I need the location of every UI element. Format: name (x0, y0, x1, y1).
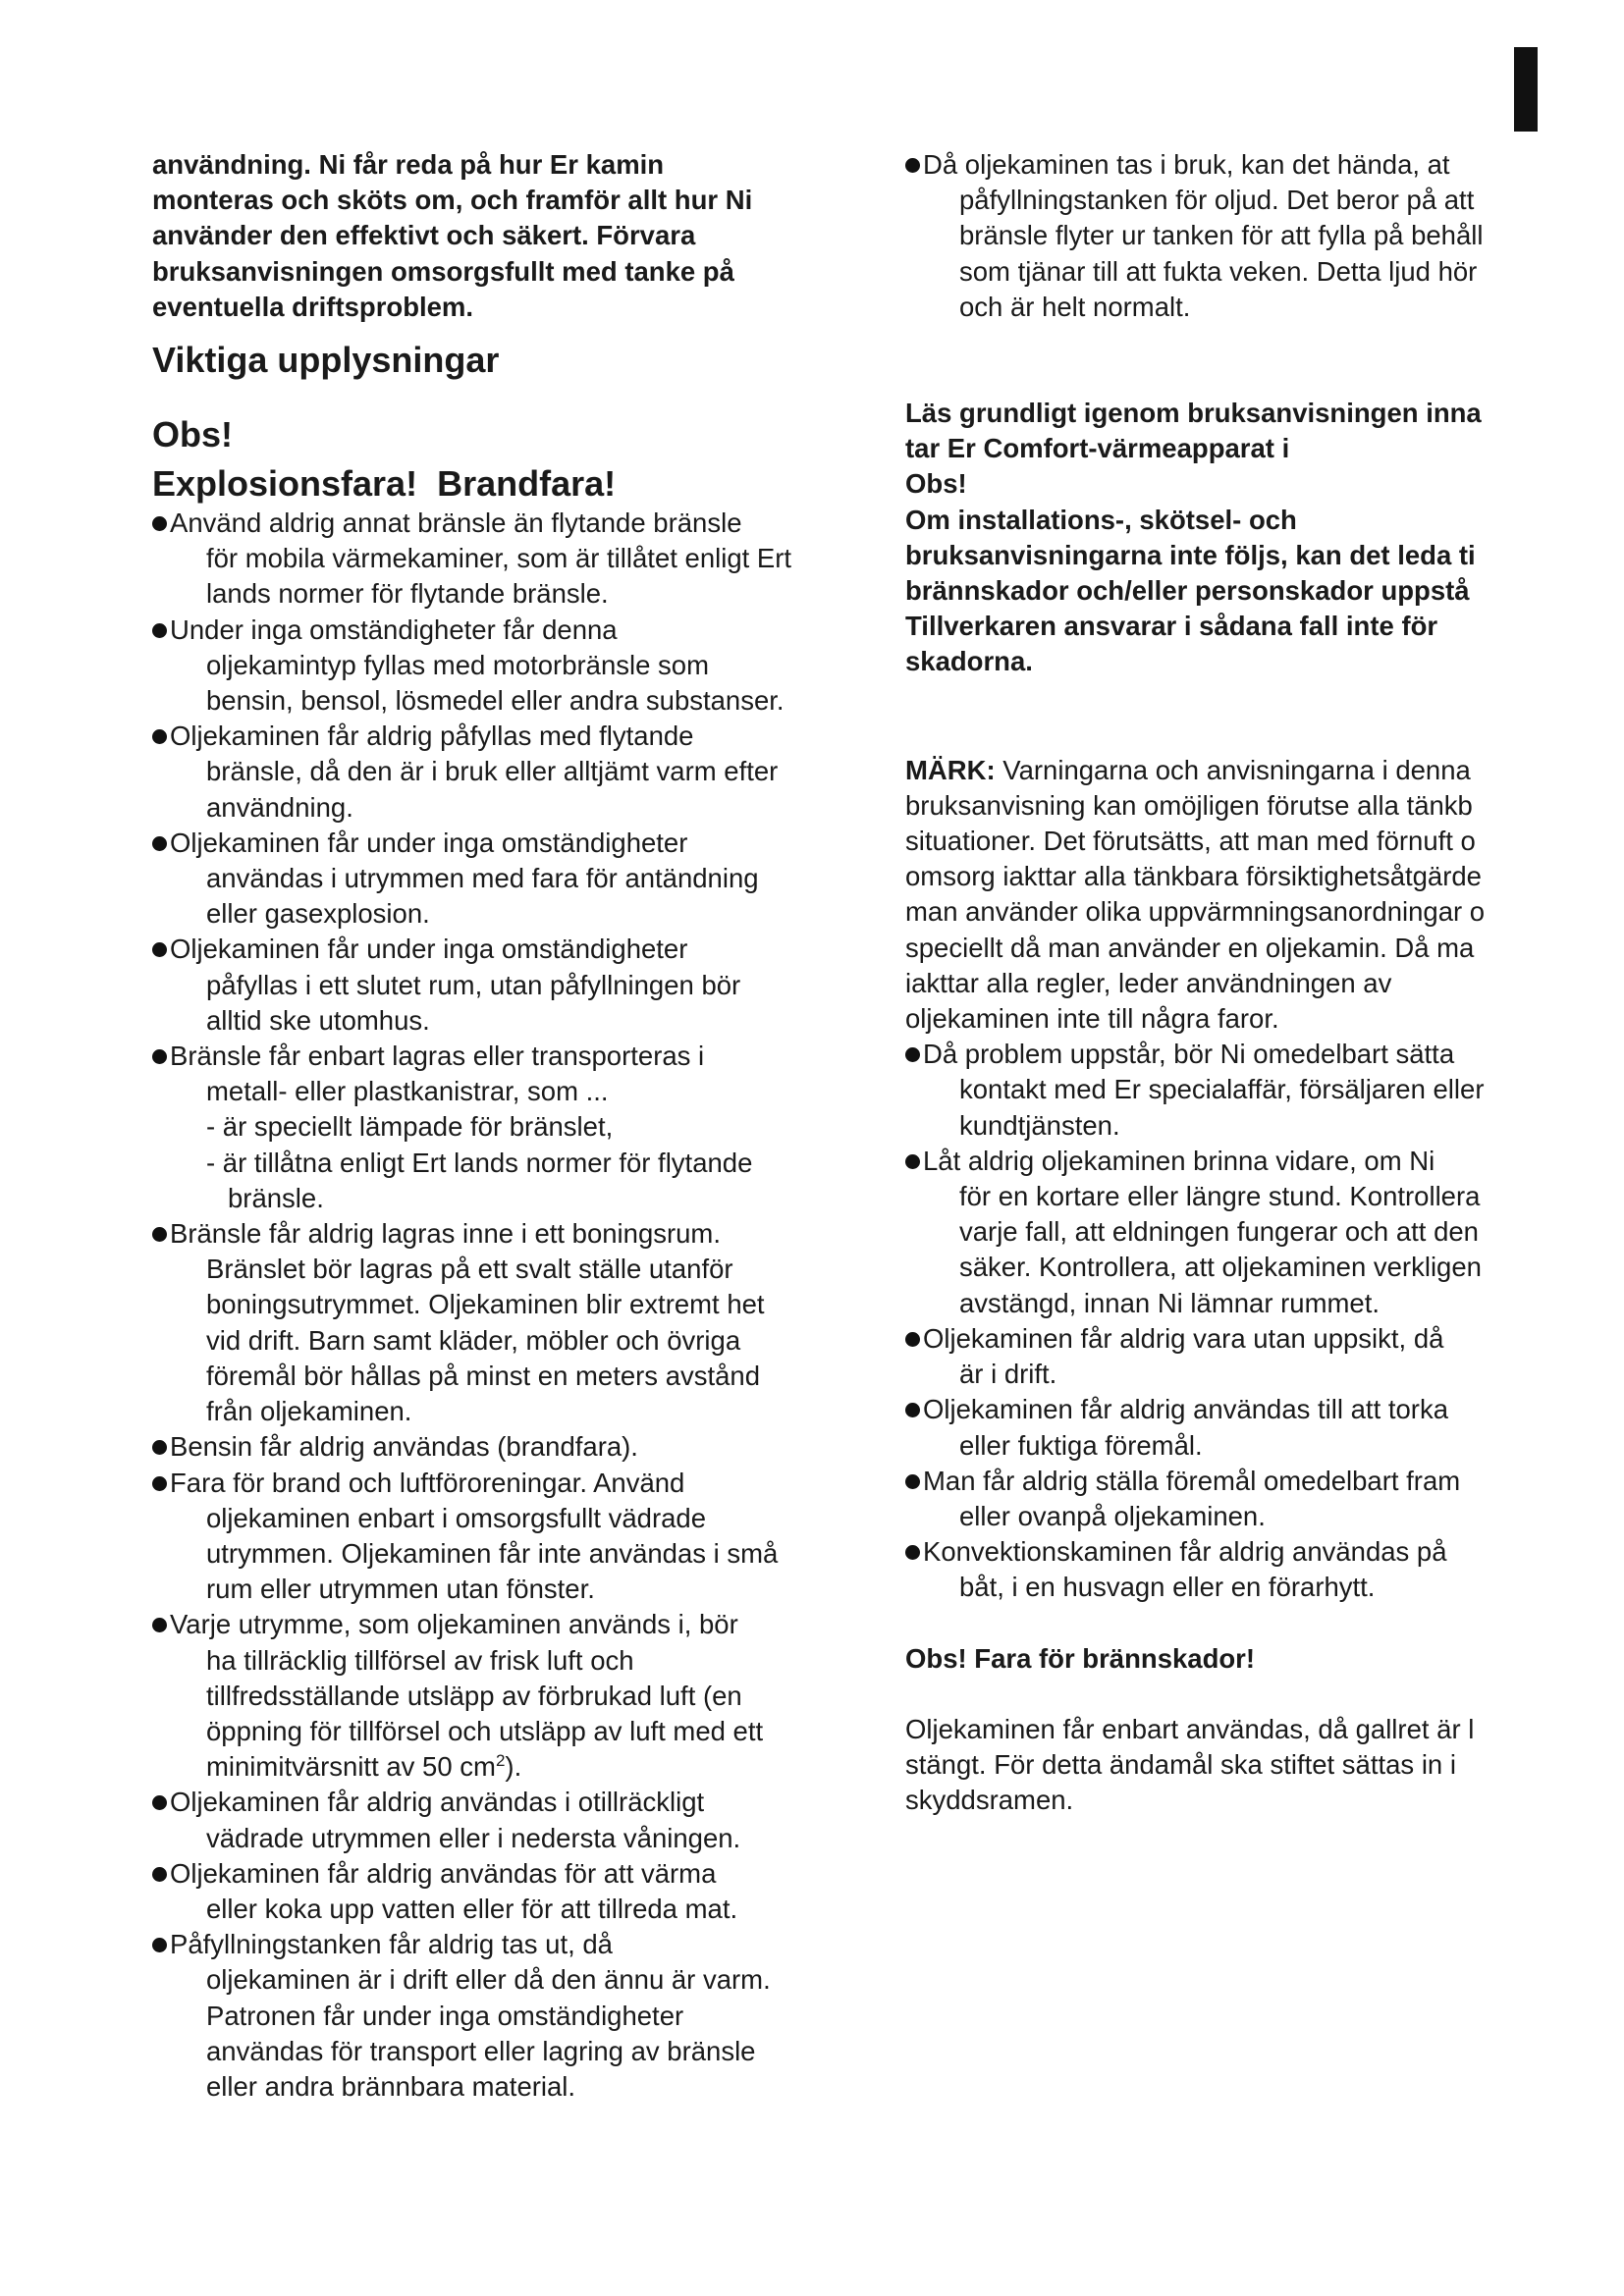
bullet-first-line: Bensin får aldrig användas (brandfara). (152, 1429, 859, 1465)
bullet-continuation-line: öppning för tillförsel och utsläpp av luft med ett (206, 1715, 764, 1746)
superscript: 2 (495, 1751, 506, 1771)
bullet-continuation-line: Patronen får under inga omständigheter (206, 2000, 684, 2031)
final-line: stängt. För detta ändamål ska stiftet sättas in i (905, 1748, 1456, 1780)
bullet-continuation-line: säker. Kontrollera, att oljekaminen verkligen (959, 1252, 1482, 1283)
bullet-continuation-line: för en kortare eller längre stund. Kontrollera (959, 1181, 1481, 1212)
mark-line: oljekaminen inte till några faror. (905, 1003, 1279, 1035)
bullet-continuation-line: tillfredsställande utsläpp av förbrukad luft (en (206, 1680, 742, 1711)
final-paragraph (905, 1712, 1543, 1819)
bullet-dot-icon (152, 1440, 167, 1455)
bullet-dot-icon (152, 1476, 167, 1491)
bullet-continuation-line: är i drift. (959, 1359, 1057, 1390)
bullet-first-line: Då problem uppstår, bör Ni omedelbart sätta (905, 1037, 1543, 1072)
bullet-dot-icon (152, 1867, 167, 1882)
bullet-dot-icon (905, 158, 920, 173)
bullet-first-line: Oljekaminen får aldrig vara utan uppsikt, då (905, 1321, 1543, 1357)
heading-explosionsfara: Explosionsfara! Brandfara! (152, 463, 617, 505)
bullet-continuation-line: utrymmen. Oljekaminen får inte användas i små (206, 1537, 779, 1569)
storage-sub-list (206, 1109, 859, 1216)
bullet-continuation-line: oljekamintyp fyllas med motorbränsle som (206, 649, 709, 680)
bullet-first-line: Oljekaminen får aldrig påfyllas med flytande (152, 719, 859, 754)
bullet-first-line: Låt aldrig oljekaminen brinna vidare, om Ni (905, 1144, 1543, 1179)
mark-line: bruksanvisning kan omöjligen förutse alla tänkb (905, 789, 1473, 821)
bullet-item (152, 932, 859, 1039)
bullet-continuation-line: båt, i en husvagn eller en förarhytt. (959, 1572, 1376, 1603)
bullet-continuation-line: lands normer för flytande bränsle. (206, 578, 609, 610)
sub-item: - är tillåtna enligt Ert lands normer för flytande (206, 1147, 753, 1178)
warning-line: skadorna. (905, 646, 1033, 677)
bullet-item-storage (152, 1039, 859, 1216)
bullet-dot-icon (905, 1047, 920, 1062)
warning-line: Om installations-, skötsel- och (905, 504, 1297, 535)
bullet-item-noise (905, 147, 1543, 325)
bullet-dot-icon (905, 1332, 920, 1347)
language-tab-marker (1514, 47, 1538, 132)
bullet-continuation-line: alltid ske utomhus. (206, 1004, 430, 1036)
bullet-first-line: Då oljekaminen tas i bruk, kan det hända, at (905, 147, 1543, 183)
warning-line: brännskador och/eller personskador uppstå (905, 575, 1470, 607)
bullet-continuation-line: eller ovanpå oljekaminen. (959, 1500, 1266, 1531)
bullet-continuation-line: påfyllningstanken för oljud. Det beror på att (959, 185, 1475, 216)
bullet-first-line: Varje utrymme, som oljekaminen används i, bör (152, 1607, 859, 1642)
mark-line: situationer. Det förutsätts, att man med förnuft o (905, 826, 1476, 857)
mark-line: man använder olika uppvärmningsanordningar o (905, 896, 1486, 928)
bullet-dot-icon (152, 729, 167, 744)
mark-line: speciellt då man använder en oljekamin. Då ma (905, 932, 1475, 963)
bullet-item (152, 1466, 859, 1608)
bullet-item (905, 1037, 1543, 1144)
bullet-dot-icon (152, 1049, 167, 1064)
bullet-dot-icon (905, 1403, 920, 1417)
heading-viktiga-upplysningar: Viktiga upplysningar (152, 340, 500, 381)
bullet-continuation-line: avstängd, innan Ni lämnar rummet. (959, 1287, 1380, 1318)
mark-body (905, 788, 1543, 1037)
warning-notice (905, 396, 1543, 680)
bullet-first-line: Bränsle får enbart lagras eller transporteras i (152, 1039, 859, 1074)
mark-line: omsorg iakttar alla tänkbara försiktighetsåtgärde (905, 861, 1482, 892)
bullet-continuation-line: vädrade utrymmen eller i nedersta våningen. (206, 1822, 741, 1853)
bullet-continuation-line: användning. (206, 791, 353, 823)
right-column (905, 147, 1543, 1818)
bullet-continuation-line: för mobila värmekaminer, som är tillåtet enligt Ert (206, 543, 792, 574)
right-column-content (905, 147, 1543, 1818)
bullet-dot-icon (905, 1545, 920, 1560)
bullet-continuation-line: användas i utrymmen med fara för antändning (206, 863, 759, 894)
bullet-first-line: Oljekaminen får aldrig användas till att torka (905, 1392, 1543, 1427)
left-column (152, 147, 859, 2105)
bullet-continuation-line: som tjänar till att fukta veken. Detta ljud hör (959, 255, 1478, 287)
bullet-dot-icon (905, 1154, 920, 1169)
bullet-item (152, 1927, 859, 2105)
bullet-continuation-line: varje fall, att eldningen fungerar och att den (959, 1216, 1479, 1248)
bullet-first-line: Konvektionskaminen får aldrig användas på (905, 1534, 1543, 1570)
bullet-continuation-line: föremål bör hållas på minst en meters avstånd (206, 1360, 761, 1391)
bullet-item (152, 719, 859, 826)
bullet-dot-icon (905, 1474, 920, 1489)
bullet-continuation-line: bränsle, då den är i bruk eller alltjämt varm efter (206, 756, 779, 787)
bullet-first-line: Oljekaminen får aldrig användas för att värma (152, 1856, 859, 1892)
bullet-dot-icon (152, 623, 167, 638)
bullet-continuation-line: kontakt med Er specialaffär, försäljaren eller (959, 1074, 1485, 1105)
bullet-continuation-line: eller andra brännbara material. (206, 2070, 576, 2102)
warning-line: tar Er Comfort-värmeapparat i (905, 433, 1290, 464)
bullet-continuation-line: och är helt normalt. (959, 291, 1191, 322)
bullet-dot-icon (152, 516, 167, 531)
bullet-continuation-line: rum eller utrymmen utan fönster. (206, 1574, 595, 1605)
final-line: Oljekaminen får enbart användas, då gallret är l (905, 1713, 1475, 1744)
bullet-dot-icon (152, 1618, 167, 1632)
bullet-item (905, 1392, 1543, 1463)
bullet-item (905, 1464, 1543, 1534)
bullet-continuation-line: eller koka upp vatten eller för att tillreda mat. (206, 1893, 738, 1924)
bullet-continuation-line: bensin, bensol, lösmedel eller andra substanser. (206, 685, 785, 717)
bullet-first-line: Bränsle får aldrig lagras inne i ett boningsrum. (152, 1216, 859, 1252)
safety-bullet-list (152, 506, 859, 2105)
bullet-continuation-line: minimitvärsnitt av 50 $cm^2$). (206, 1751, 522, 1783)
bullet-continuation-line: Bränslet bör lagras på ett svalt ställe utanför (206, 1254, 733, 1285)
bullet-item (152, 1216, 859, 1429)
bullet-item (152, 1429, 859, 1465)
warning-line: Läs grundligt igenom bruksanvisningen inna (905, 398, 1482, 429)
bullet-first-line: Påfyllningstanken får aldrig tas ut, då (152, 1927, 859, 1962)
mark-first-line: Varningarna och anvisningarna i denna (995, 754, 1471, 785)
bullet-dot-icon (152, 1938, 167, 1952)
bullet-first-line: Oljekaminen får under inga omständigheter (152, 932, 859, 967)
bullet-continuation-line: användas för transport eller lagring av bränsle (206, 2035, 756, 2066)
intro-paragraph: användning. Ni får reda på hur Er kamin monteras och sköts om, och framför allt hur Ni använder den effektivt och säkert. Förvara bruksanvisningen omsorgsfullt med tanke på eventuella driftsproblem. (152, 149, 753, 322)
sub-item: - är speciellt lämpade för bränslet, (206, 1111, 614, 1143)
bullet-continuation-line: kundtjänsten. (959, 1109, 1120, 1141)
bullet-first-line: Fara för brand och luftföroreningar. Använd (152, 1466, 859, 1501)
bullet-continuation-line: oljekaminen enbart i omsorgsfullt vädrade (206, 1502, 707, 1533)
bullet-item (152, 613, 859, 720)
bullet-continuation-line: från oljekaminen. (206, 1396, 412, 1427)
bullet-item (152, 1785, 859, 1855)
mark-note (905, 753, 1543, 1038)
bullet-item (905, 1321, 1543, 1392)
burn-warning-heading: Obs! Fara för brännskador! (905, 1642, 1256, 1674)
bullet-item (152, 506, 859, 613)
bullet-continuation-line: bränsle flyter ur tanken för att fylla på behåll (959, 220, 1484, 251)
warning-line: Obs! (905, 468, 967, 500)
bullet-item (152, 826, 859, 933)
bullet-continuation-line: ha tillräcklig tillförsel av frisk luft och (206, 1644, 634, 1676)
bullet-continuation-line: oljekaminen är i drift eller då den ännu är varm. (206, 1964, 771, 1996)
mark-label: MÄRK: (905, 754, 996, 785)
bullet-first-line: Använd aldrig annat bränsle än flytande bränsle (152, 506, 859, 541)
bullet-item (152, 1856, 859, 1927)
bullet-continuation-line: vid drift. Barn samt kläder, möbler och övriga (206, 1324, 741, 1356)
bullet-continuation-line: boningsutrymmet. Oljekaminen blir extremt het (206, 1289, 765, 1320)
mark-line: iakttar alla regler, leder användningen av (905, 967, 1392, 998)
bullet-item (905, 1534, 1543, 1605)
final-line: skyddsramen. (905, 1785, 1074, 1816)
operation-bullet-list (905, 1037, 1543, 1605)
bullet-item (905, 1144, 1543, 1321)
bullet-dot-icon (152, 836, 167, 851)
warning-line: Tillverkaren ansvarar i sådana fall inte för (905, 611, 1438, 642)
bullet-continuation-line: påfyllas i ett slutet rum, utan påfyllningen bör (206, 969, 741, 1000)
warning-line: bruksanvisningarna inte följs, kan det leda ti (905, 539, 1476, 570)
bullet-dot-icon (152, 942, 167, 957)
bullet-first-line: Under inga omständigheter får denna (152, 613, 859, 648)
bullet-continuation-line: eller gasexplosion. (206, 898, 430, 930)
sub-item-continuation: bränsle. (228, 1182, 324, 1213)
noise-note-list (905, 147, 1543, 325)
bullet-item-ventilation (152, 1607, 859, 1785)
bullet-continuation-line: eller fuktiga föremål. (959, 1429, 1203, 1461)
bullet-first-line: Man får aldrig ställa föremål omedelbart fram (905, 1464, 1543, 1499)
bullet-dot-icon (152, 1227, 167, 1242)
bullet-continuation-line: metall- eller plastkanistrar, som ... (206, 1076, 609, 1107)
heading-obs: Obs! (152, 414, 234, 455)
bullet-first-line: Oljekaminen får under inga omständigheter (152, 826, 859, 861)
bullet-dot-icon (152, 1795, 167, 1810)
bullet-first-line: Oljekaminen får aldrig användas i otillräckligt (152, 1785, 859, 1820)
